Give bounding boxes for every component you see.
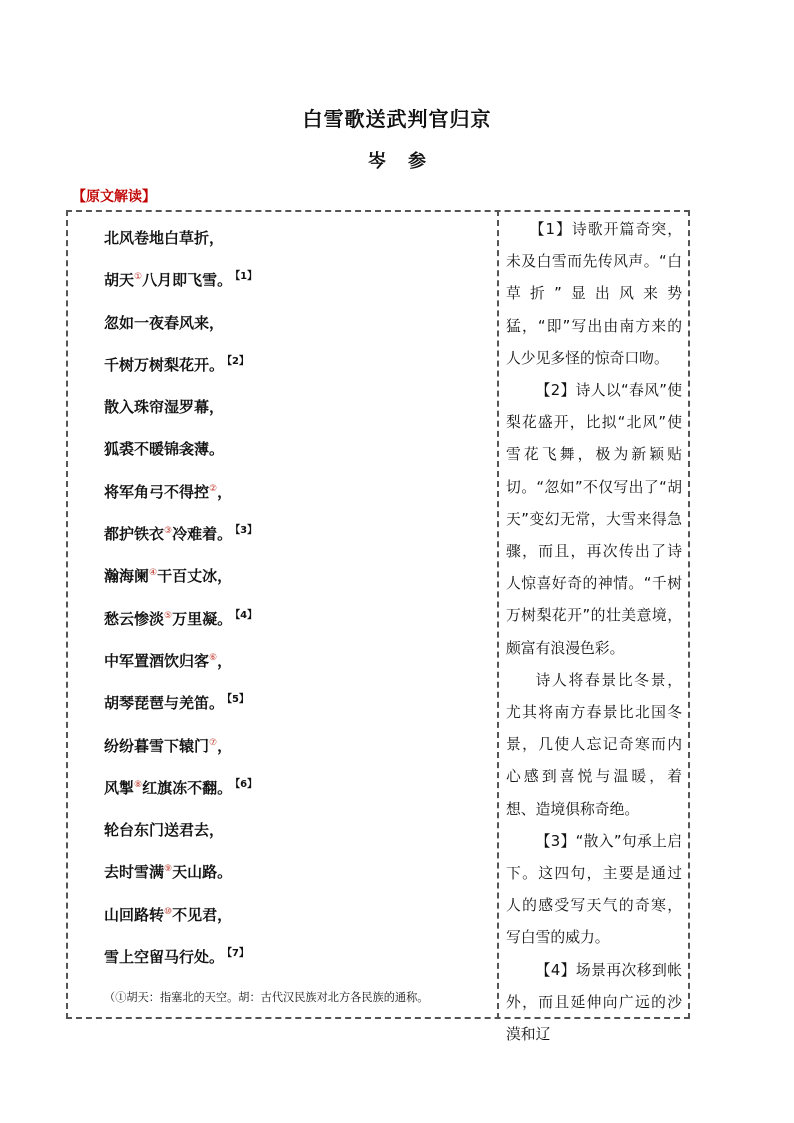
footnote: （①胡天：指塞北的天空。胡：古代汉民族对北方各民族的通称。 (104, 991, 429, 1004)
annotation-ref: 【1】 (235, 271, 258, 283)
poem-line: 雪上空留马行处。 $^{【7】}$ (104, 948, 249, 967)
annotation-ref: 【4】 (235, 609, 258, 621)
poem-line: 愁云惨淡⑤万里凝。 $^{【4】}$ (104, 609, 258, 628)
annotation-ref: 【3】 (235, 525, 258, 537)
poem-line: 忽如一夜春风来， (104, 313, 225, 332)
annotation-paragraph: 【1】诗歌开篇奇突，未及白雪而先传风声。“白草折”显出风来势猛，“即”写出由南方来的人少见多怪的惊奇口吻。 (506, 221, 682, 367)
author-name (0, 147, 794, 173)
footnote-marker: ⑨ (164, 864, 173, 875)
footnote-marker: ② (209, 483, 218, 494)
annotation-ref: 【6】 (235, 778, 258, 790)
footnote-marker: ⑤ (164, 610, 173, 621)
poem-line: 北风卷地白草折， (104, 229, 225, 247)
annotation-paragraph: 诗人将春景比冬景，尤其将南方春景比北国冬景，几使人忘记奇寒而内心感到喜悦与温暖，着想、造境俱称奇绝。 (506, 671, 682, 818)
column-divider (497, 210, 499, 1019)
annotation-column (506, 214, 682, 1051)
footnote-marker: ④ (149, 568, 158, 579)
footnote-marker: ③ (164, 526, 173, 537)
footnote-marker: ⑧ (134, 779, 143, 790)
poem-line: 山回路转⑩不见君， (104, 905, 233, 924)
poem-line: 散入珠帘湿罗幕， (104, 398, 225, 417)
footnote-marker: ⑦ (209, 737, 218, 748)
poem-line: 去时雪满⑨天山路。 (104, 863, 233, 882)
author-surname: 岑 (368, 151, 386, 172)
poem-line: 纷纷暮雪下辕门⑦， (104, 736, 233, 755)
poem-line: 千树万树梨花开。 $^{【2】}$ (104, 355, 249, 374)
annotation-ref: 【5】 (227, 694, 249, 706)
poem-line: 瀚海阑④干百丈冰， (104, 567, 233, 586)
annotation-ref: 【7】 (227, 948, 249, 960)
poem-line: 都护铁衣③冷难着。 $^{【3】}$ (104, 525, 258, 544)
footnote-marker: ⑩ (164, 906, 173, 917)
annotation-paragraph: 【2】诗人以“春风”使梨花盛开，比拟“北风”使雪花飞舞，极为新颖贴切。“忽如”不仅写出了“胡天”变幻无常，大雪来得急骤，而且，再次传出了诗人惊喜好奇的神情。“千树万树梨花开”的壮美意境，颇富有浪漫色彩。 (506, 382, 682, 657)
poem-line: 轮台东门送君去， (104, 821, 225, 840)
poem-text (104, 222, 484, 983)
document-title: 白雪歌送武判官归京 (302, 107, 492, 131)
author-given-name: 参 (408, 151, 426, 172)
annotation-paragraph: 【3】“散入”句承上启下。这四句，主要是通过人的感受写天气的奇寒，写白雪的威力。 (506, 832, 682, 947)
poem-line: 胡琴琵琶与羌笛。 $^{【5】}$ (104, 694, 249, 713)
footnote-marker: ① (134, 272, 143, 283)
annotation-ref: 【2】 (227, 355, 249, 367)
section-label: 【原文解读】 (72, 189, 156, 205)
poem-line: 胡天①八月即飞雪。 $^{【1】}$ (104, 271, 258, 290)
poem-line: 中军置酒饮归客⑥， (104, 651, 233, 670)
poem-line: 狐裘不暖锦衾薄。 (104, 440, 225, 459)
annotation-paragraph: 【4】场景再次移到帐外，而且延伸向广远的沙漠和辽 (506, 961, 682, 1044)
footnote-marker: ⑥ (209, 652, 218, 663)
poem-line: 风掣⑧红旗冻不翻。 $^{【6】}$ (104, 778, 258, 797)
poem-line: 将军角弓不得控②， (104, 482, 233, 501)
